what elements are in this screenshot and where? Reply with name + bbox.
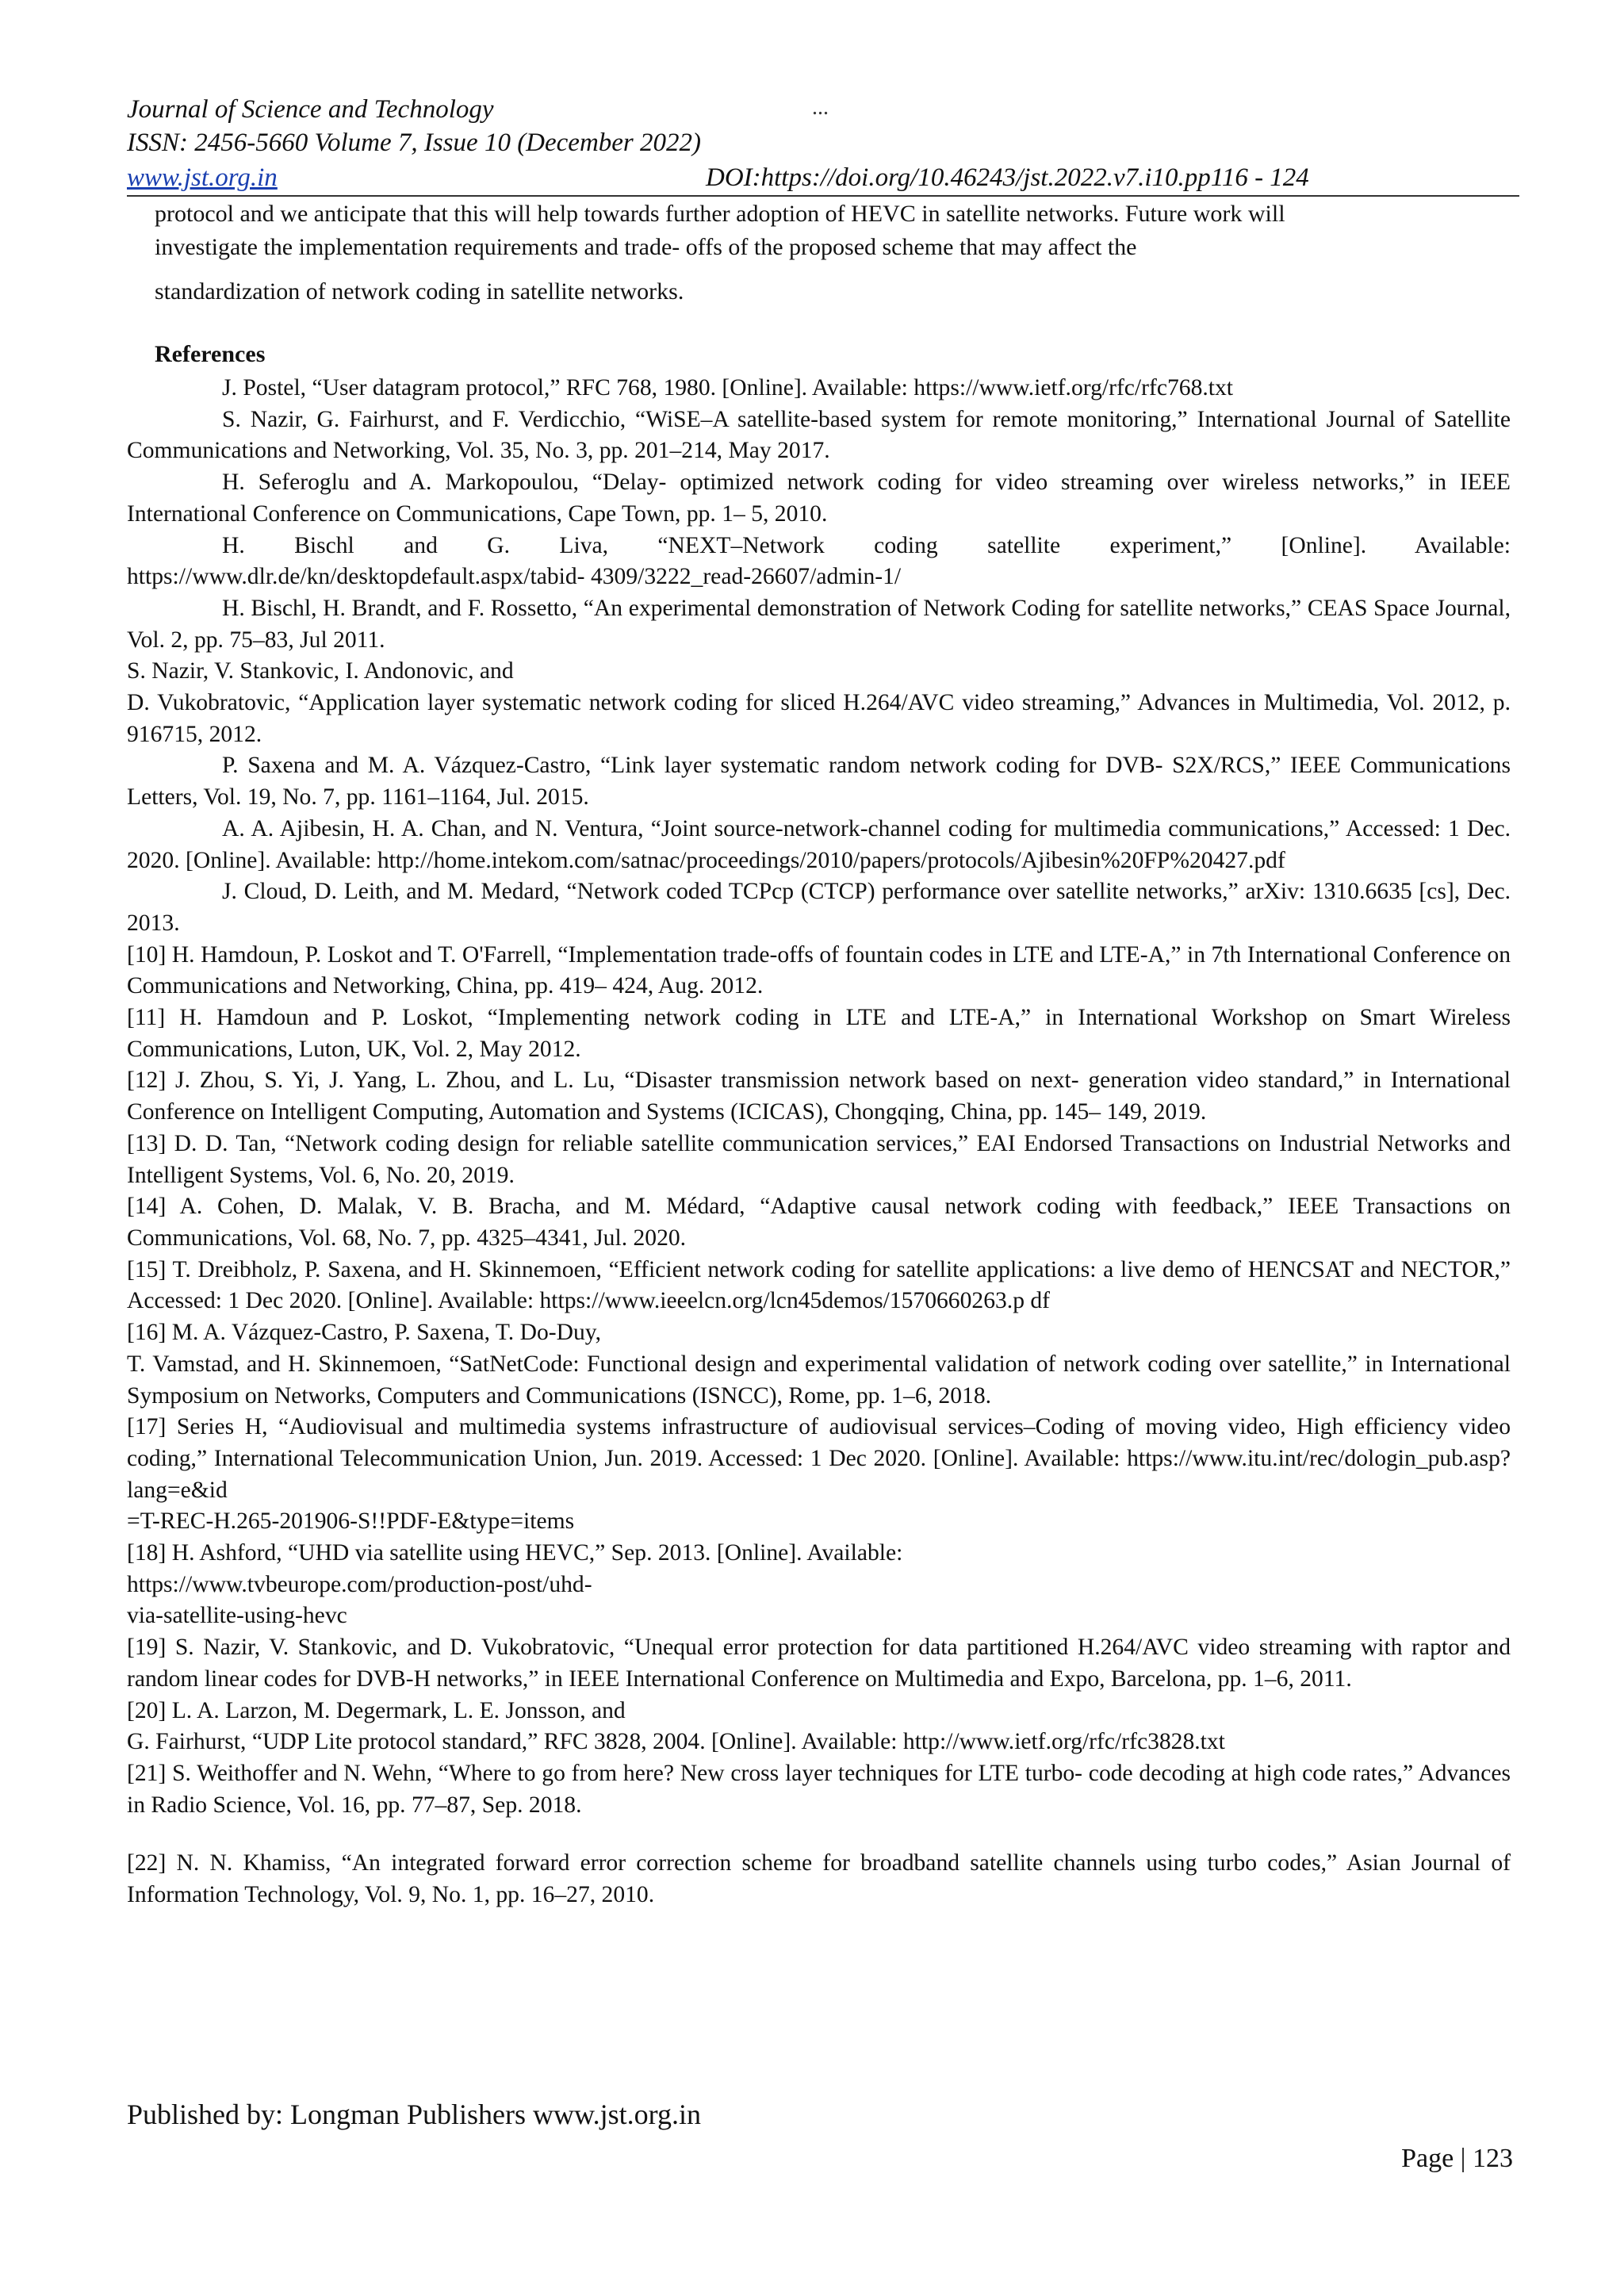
reference-item: [19] S. Nazir, V. Stankovic, and D. Vukobratovic, “Unequal error protection for data partitioned H.264/AVC video streaming with raptor and random linear codes for DVB-H networks,” in IEEE International Conference on Multimedia and Expo, Barcelona, pp. 1–6, 2011. <box>127 1635 1511 1692</box>
reference-item: [15] T. Dreibholz, P. Saxena, and H. Skinnemoen, “Efficient network coding for satellite applications: a live demo of HENCSAT and NECTOR,” Accessed: 1 Dec 2020. [Online]. Available: https://www.ieeelcn.org/lcn45demos/1570660263.p df <box>127 1256 1511 1314</box>
reference-item: https://www.tvbeurope.com/production-post/uhd- <box>127 1571 592 1597</box>
publisher-footer: Published by: Longman Publishers www.jst.org.in <box>127 2099 702 2130</box>
reference-item: [13] D. D. Tan, “Network coding design for reliable satellite communication services,” EAI Endorsed Transactions on Industrial Networks and Intelligent Systems, Vol. 6, No. 20, 2019. <box>127 1130 1511 1188</box>
website-anchor[interactable]: www.jst.org.in <box>127 163 278 192</box>
reference-item: P. Saxena and M. A. Vázquez-Castro, “Link layer systematic random network coding for DVB- S2X/RCS,” IEEE Communications Letters, Vol. 19, No. 7, pp. 1161–1164, Jul. 2015. <box>127 753 1511 811</box>
references-list <box>127 373 1511 1911</box>
intro-line-1: protocol and we anticipate that this will help towards further adoption of HEVC in satellite networks. Future work will <box>155 201 1285 227</box>
reference-item: J. Cloud, D. Leith, and M. Medard, “Network coded TCPcp (CTCP) performance over satellite networks,” arXiv: 1310.6635 [cs], Dec. 2013. <box>127 879 1511 936</box>
journal-title: Journal of Science and Technology <box>127 95 494 124</box>
reference-item: [17] Series H, “Audiovisual and multimedia systems infrastructure of audiovisual services–Coding of moving video, High efficiency video coding,” International Telecommunication Union, Jun. 2019. Accessed: 1 Dec 2020. [Online]. Available: https://www.itu.int/rec/dologin_pub.asp?lang=e&id <box>127 1414 1511 1503</box>
reference-item: [18] H. Ashford, “UHD via satellite using HEVC,” Sep. 2013. [Online]. Available: <box>127 1540 903 1566</box>
intro-line-3: standardization of network coding in satellite networks. <box>155 278 684 305</box>
reference-item: D. Vukobratovic, “Application layer systematic network coding for sliced H.264/AVC video streaming,” Advances in Multimedia, Vol. 2012, p. 916715, 2012. <box>127 690 1511 747</box>
reference-item: S. Nazir, G. Fairhurst, and F. Verdicchio, “WiSE–A satellite-based system for remote monitoring,” International Journal of Satellite Communications and Networking, Vol. 35, No. 3, pp. 201–214, May 2017. <box>127 406 1511 464</box>
reference-item: H. Seferoglu and A. Markopoulou, “Delay- optimized network coding for video streaming over wireless networks,” in IEEE International Conference on Communications, Cape Town, pp. 1– 5, 2010. <box>127 470 1511 527</box>
reference-item: [12] J. Zhou, S. Yi, J. Yang, L. Zhou, and L. Lu, “Disaster transmission network based on next- generation video standard,” in International Conference on Intelligent Computing, Automation and Systems (ICICAS), Chongqing, China, pp. 145– 149, 2019. <box>127 1068 1511 1125</box>
reference-item: [21] S. Weithoffer and N. Wehn, “Where to go from here? New cross layer techniques for LTE turbo- code decoding at high code rates,” Advances in Radio Science, Vol. 16, pp. 77–87, Sep. 2018. <box>127 1760 1511 1818</box>
reference-item: J. Postel, “User datagram protocol,” RFC 768, 1980. [Online]. Available: https://www.ietf.org/rfc/rfc768.txt <box>222 375 1234 401</box>
header-rule <box>127 195 1519 197</box>
doi-line: DOI:https://doi.org/10.46243/jst.2022.v7.i10.pp116 - 124 <box>706 163 1309 192</box>
reference-item: [16] M. A. Vázquez-Castro, P. Saxena, T. Do-Duy, <box>127 1320 602 1346</box>
reference-item: [22] N. N. Khamiss, “An integrated forward error correction scheme for broadband satellite channels using turbo codes,” Asian Journal of Information Technology, Vol. 9, No. 1, pp. 16–27, 2010. <box>127 1850 1511 1908</box>
reference-item: H. Bischl, H. Brandt, and F. Rossetto, “An experimental demonstration of Network Coding for satellite networks,” CEAS Space Journal, Vol. 2, pp. 75–83, Jul 2011. <box>127 595 1511 653</box>
reference-item: A. A. Ajibesin, H. A. Chan, and N. Ventura, “Joint source-network-channel coding for multimedia communications,” Accessed: 1 Dec. 2020. [Online]. Available: http://home.intekom.com/satnac/proceedings/2010/papers/protocols/Ajibesin%20FP%20427.pdf <box>127 815 1511 873</box>
reference-item: H. Bischl and G. Liva, “NEXT–Network coding satellite experiment,” [Online]. Available: https://www.dlr.de/kn/desktopdefault.aspx/tabid- 4309/3222_read-26607/admin-1/ <box>127 532 1511 590</box>
references-heading: References <box>155 341 266 367</box>
reference-item: G. Fairhurst, “UDP Lite protocol standard,” RFC 3828, 2004. [Online]. Available: http://www.ietf.org/rfc/rfc3828.txt <box>127 1729 1225 1755</box>
reference-item: S. Nazir, V. Stankovic, I. Andonovic, and <box>127 658 514 684</box>
reference-item: [11] H. Hamdoun and P. Loskot, “Implementing network coding in LTE and LTE-A,” in International Workshop on Smart Wireless Communications, Luton, UK, Vol. 2, May 2012. <box>127 1005 1511 1062</box>
reference-item: via-satellite-using-hevc <box>127 1603 347 1629</box>
page-number: Page | 123 <box>1401 2144 1513 2173</box>
header-ellipsis: ... <box>812 95 829 120</box>
reference-item: =T-REC-H.265-201906-S!!PDF-E&type=items <box>127 1508 575 1535</box>
reference-item: [20] L. A. Larzon, M. Degermark, L. E. Jonsson, and <box>127 1697 626 1723</box>
issn-line: ISSN: 2456-5660 Volume 7, Issue 10 (December 2022) <box>127 128 702 157</box>
website-link[interactable] <box>127 162 278 194</box>
intro-line-2: investigate the implementation requirements and trade- offs of the proposed scheme that may affect the <box>155 234 1137 260</box>
reference-item: T. Vamstad, and H. Skinnemoen, “SatNetCode: Functional design and experimental validation of network coding over satellite,” in International Symposium on Networks, Computers and Communications (ISNCC), Rome, pp. 1–6, 2018. <box>127 1351 1511 1409</box>
reference-item: [10] H. Hamdoun, P. Loskot and T. O'Farrell, “Implementation trade-offs of fountain codes in LTE and LTE-A,” in 7th International Conference on Communications and Networking, China, pp. 419– 424, Aug. 2012. <box>127 941 1511 999</box>
reference-item: [14] A. Cohen, D. Malak, V. B. Bracha, and M. Médard, “Adaptive causal network coding with feedback,” IEEE Transactions on Communications, Vol. 68, No. 7, pp. 4325–4341, Jul. 2020. <box>127 1194 1511 1251</box>
